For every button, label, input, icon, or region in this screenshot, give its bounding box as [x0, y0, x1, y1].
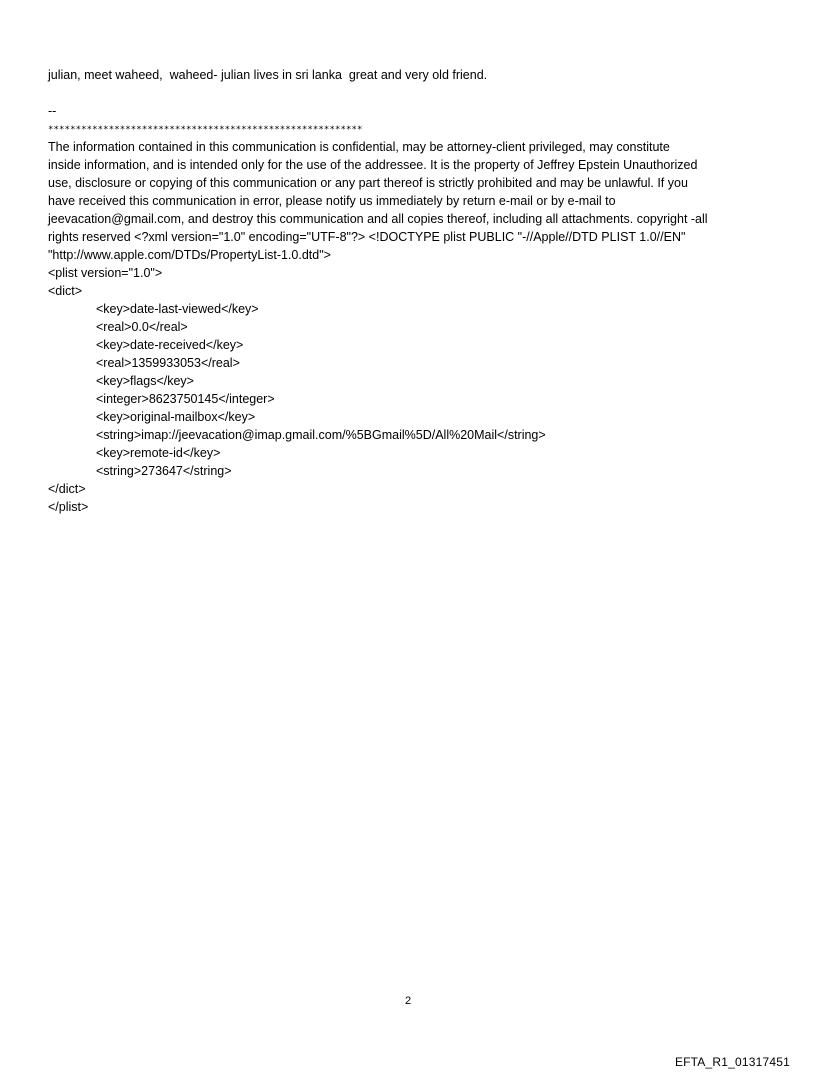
plist-key: <key>original-mailbox</key>	[96, 410, 256, 424]
plist-value: <real>0.0</real>	[96, 320, 188, 334]
signature-separator: --	[48, 104, 57, 118]
dict-open-tag: <dict>	[48, 284, 83, 298]
asterisk-divider: *********************************************************	[48, 125, 363, 135]
dict-close-tag: </dict>	[48, 482, 86, 496]
plist-value: <string>273647</string>	[96, 464, 232, 478]
document-id-stamp: EFTA_R1_01317451	[674, 1055, 790, 1069]
page-number: 2	[404, 995, 412, 1007]
plist-value: <integer>8623750145</integer>	[96, 392, 275, 406]
plist-value: <string>imap://jeevacation@imap.gmail.com/%5BGmail%5D/All%20Mail</string>	[96, 428, 546, 442]
plist-open-tag: <plist version="1.0">	[48, 266, 163, 280]
plist-key: <key>date-last-viewed</key>	[96, 302, 259, 316]
plist-close-tag: </plist>	[48, 500, 89, 514]
disclaimer-line: rights reserved <?xml version="1.0" encoding="UTF-8"?> <!DOCTYPE plist PUBLIC "-//Apple//DTD PLIST 1.0//EN"	[48, 230, 686, 244]
disclaimer-line: inside information, and is intended only for the use of the addressee. It is the property of Jeffrey Epstein Unauthorized	[48, 158, 698, 172]
plist-key: <key>date-received</key>	[96, 338, 244, 352]
disclaimer-line: "http://www.apple.com/DTDs/PropertyList-1.0.dtd">	[48, 248, 331, 262]
email-intro: julian, meet waheed, waheed- julian lives in sri lanka great and very old friend.	[48, 68, 488, 82]
disclaimer-line: use, disclosure or copying of this communication or any part thereof is strictly prohibited and may be unlawful. If you	[48, 176, 688, 190]
disclaimer-line: have received this communication in error, please notify us immediately by return e-mail or by e-mail to	[48, 194, 616, 208]
disclaimer-line: jeevacation@gmail.com, and destroy this communication and all copies thereof, including all attachments. copyright -all	[48, 212, 708, 226]
plist-key: <key>flags</key>	[96, 374, 194, 388]
plist-value: <real>1359933053</real>	[96, 356, 240, 370]
plist-key: <key>remote-id</key>	[96, 446, 221, 460]
disclaimer-line: The information contained in this communication is confidential, may be attorney-client privileged, may constitute	[48, 140, 670, 154]
